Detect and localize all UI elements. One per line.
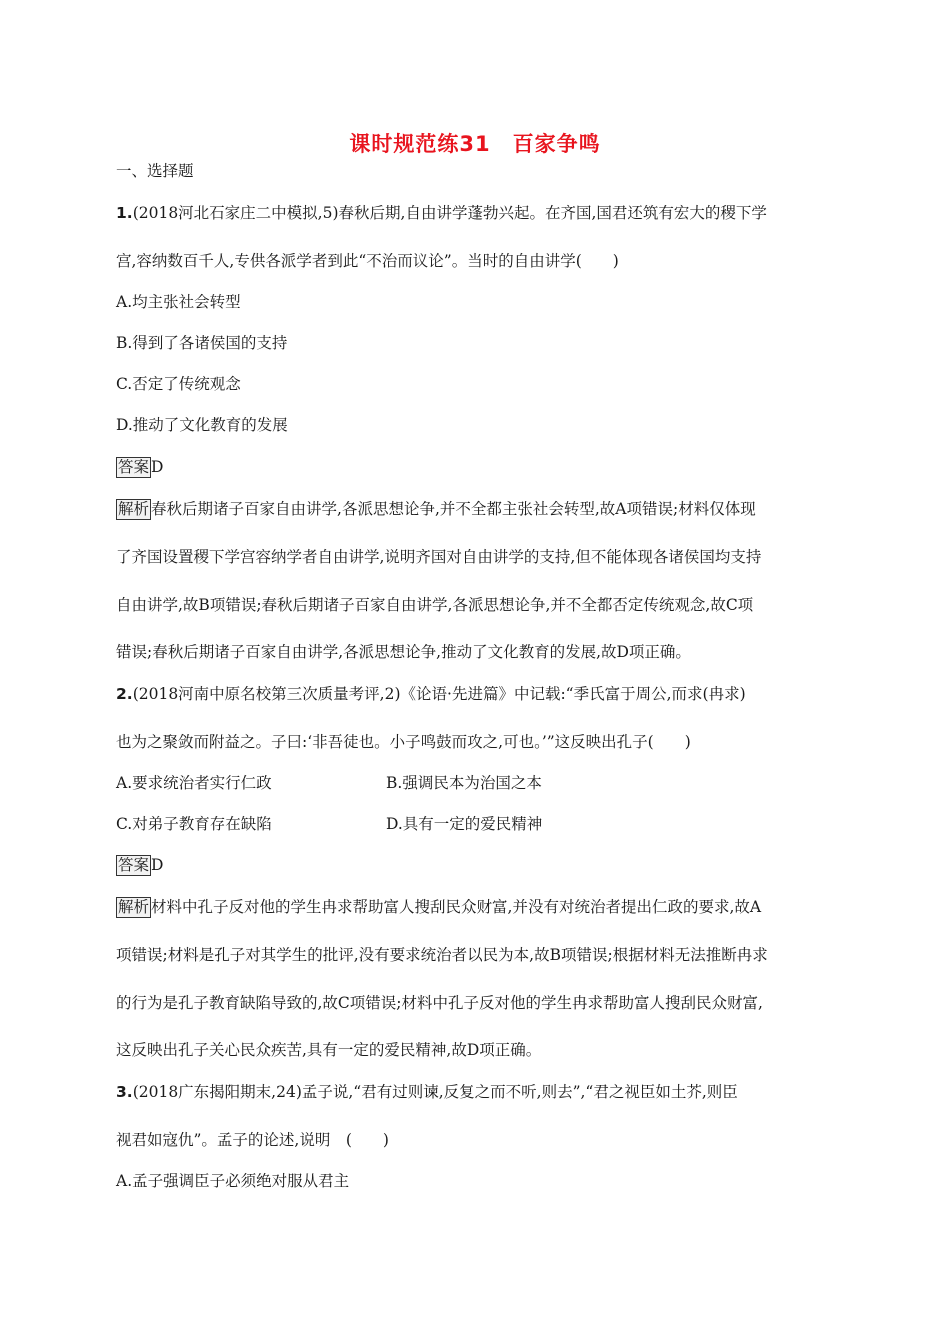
q1-analysis-tag: 解析 — [118, 500, 150, 518]
q2-analysis-line4: 这反映出孔子关心民众疾苦,具有一定的爱民精神,故D项正确。 — [116, 1041, 542, 1059]
q1-option-c: C.否定了传统观念 — [116, 375, 241, 393]
q2-number: 2. — [116, 685, 133, 703]
q2-analysis-line3: 的行为是孔子教育缺陷导致的,故C项错误;材料中孔子反对他的学生冉求帮助富人搜刮民众财富, — [116, 994, 763, 1012]
q3-stem-line2: 视君如寇仇”。孟子的论述,说明 ( ) — [116, 1131, 389, 1149]
q2-option-b: B.强调民本为治国之本 — [386, 774, 542, 792]
q2-stem-line1 — [116, 683, 746, 705]
q1-stem-text1: (2018河北石家庄二中模拟,5)春秋后期,自由讲学蓬勃兴起。在齐国,国君还筑有宏大的稷下学 — [132, 204, 767, 222]
q2-analysis-line1 — [116, 896, 761, 918]
q1-analysis-line3: 自由讲学,故B项错误;春秋后期诸子百家自由讲学,各派思想论争,并不全都否定传统观念,故C项 — [116, 596, 754, 614]
q1-analysis-line2: 了齐国设置稷下学宫容纳学者自由讲学,说明齐国对自由讲学的支持,但不能体现各诸侯国均支持 — [116, 548, 762, 566]
q2-option-a: A.要求统治者实行仁政 — [116, 774, 272, 792]
q1-option-a: A.均主张社会转型 — [116, 293, 241, 311]
q2-answer-tag: 答案 — [118, 856, 150, 874]
q3-option-a: A.孟子强调臣子必须绝对服从君主 — [116, 1172, 350, 1190]
q1-answer — [116, 456, 163, 478]
q2-analysis-line2: 项错误;材料是孔子对其学生的批评,没有要求统治者以民为本,故B项错误;根据材料无法推断冉求 — [116, 946, 768, 964]
q3-stem-text1: (2018广东揭阳期末,24)孟子说,“君有过则谏,反复之而不听,则去”,“君之视臣如土芥,则臣 — [132, 1083, 738, 1101]
q2-analysis-text1: 材料中孔子反对他的学生冉求帮助富人搜刮民众财富,并没有对统治者提出仁政的要求,故A — [151, 898, 762, 916]
q1-option-b: B.得到了各诸侯国的支持 — [116, 334, 288, 352]
q2-stem-text1: (2018河南中原名校第三次质量考评,2)《论语·先进篇》中记载:“季氏富于周公,而求(冉求) — [132, 685, 746, 703]
q3-stem-line1 — [116, 1081, 738, 1103]
q3-number: 3. — [116, 1083, 133, 1101]
q1-number: 1. — [116, 204, 133, 222]
page-title: 课时规范练31 百家争鸣 — [349, 132, 601, 156]
q1-stem-line1 — [116, 202, 767, 224]
q2-stem-line2: 也为之聚敛而附益之。子曰:‘非吾徒也。小子鸣鼓而攻之,可也。’”这反映出孔子( ) — [116, 733, 691, 751]
q2-analysis-tag: 解析 — [118, 898, 150, 916]
q1-option-d: D.推动了文化教育的发展 — [116, 416, 288, 434]
q1-answer-tag: 答案 — [118, 458, 150, 476]
q1-answer-value: D — [151, 458, 164, 476]
q2-option-c: C.对弟子教育存在缺陷 — [116, 815, 272, 833]
section-heading: 一、选择题 — [116, 162, 194, 180]
q1-analysis-text1: 春秋后期诸子百家自由讲学,各派思想论争,并不全都主张社会转型,故A项错误;材料仅体现 — [151, 500, 756, 518]
q1-analysis-line1 — [116, 498, 756, 520]
q2-option-d: D.具有一定的爱民精神 — [386, 815, 543, 833]
q2-answer — [116, 854, 163, 876]
q2-answer-value: D — [151, 856, 164, 874]
q1-stem-line2: 宫,容纳数百千人,专供各派学者到此“不治而议论”。当时的自由讲学( ) — [116, 252, 619, 270]
q1-analysis-line4: 错误;春秋后期诸子百家自由讲学,各派思想论争,推动了文化教育的发展,故D项正确。 — [116, 643, 691, 661]
